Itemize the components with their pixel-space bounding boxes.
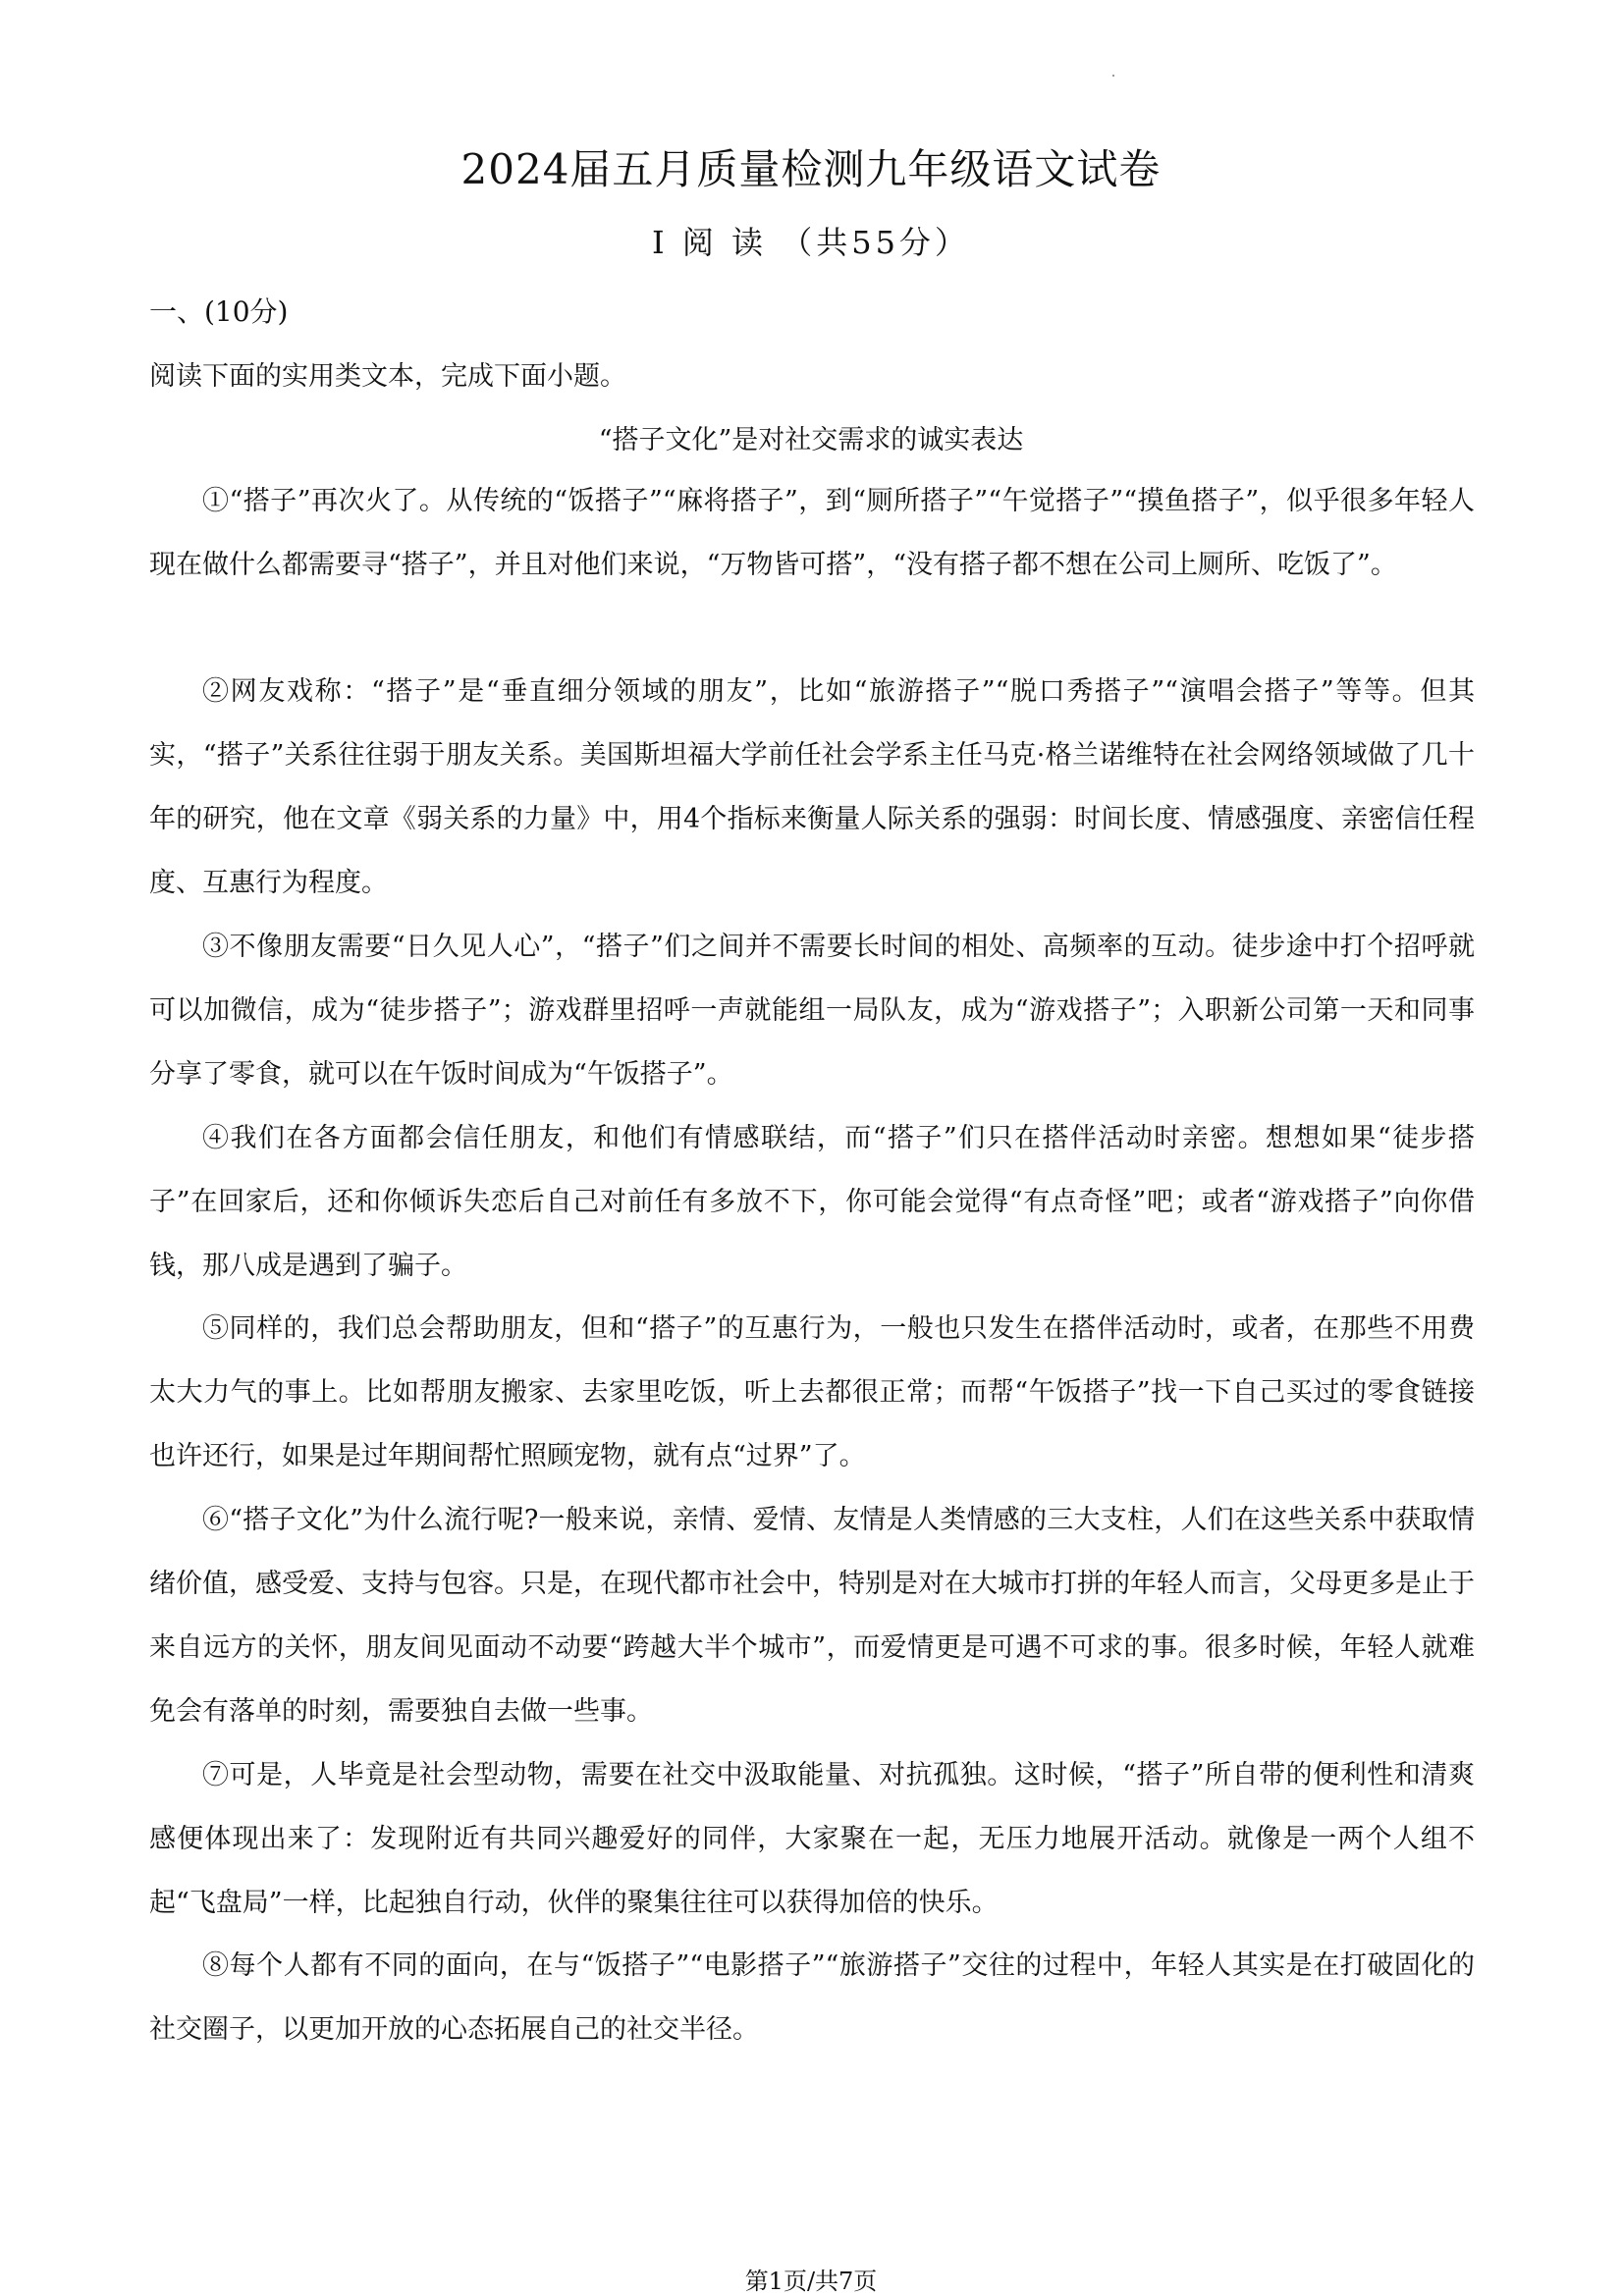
article-paragraph-2: ②网友戏称：“搭子”是“垂直细分领域的朋友”，比如“旅游搭子”“脱口秀搭子”“演唱会搭子”等等。但其实，“搭子”关系往往弱于朋友关系。美国斯坦福大学前任社会学系主任马克·格兰诺维特在社会网络领域做了几十年的研究，他在文章《弱关系的力量》中，用4个指标来衡量人际关系的强弱：时间长度、情感强度、亲密信任程度、互惠行为程度。 [149, 676, 1475, 898]
article-paragraph-4: ④我们在各方面都会信任朋友，和他们有情感联结，而“搭子”们只在搭伴活动时亲密。想想如果“徒步搭子”在回家后，还和你倾诉失恋后自己对前任有多放不下，你可能会觉得“有点奇怪”吧；或者“游戏搭子”向你借钱，那八成是遇到了骗子。 [149, 1123, 1475, 1281]
article-title: “搭子文化”是对社交需求的诚实表达 [598, 425, 1024, 455]
article-paragraph-3: ③不像朋友需要“日久见人心”，“搭子”们之间并不需要长时间的相处、高频率的互动。徒步途中打个招呼就可以加微信，成为“徒步搭子”；游戏群里招呼一声就能组一局队友，成为“游戏搭子”；入职新公司第一天和同事分享了零食，就可以在午饭时间成为“午饭搭子”。 [149, 932, 1475, 1090]
article-paragraph-8: ⑧每个人都有不同的面向，在与“饭搭子”“电影搭子”“旅游搭子”交往的过程中，年轻人其实是在打破固化的社交圈子，以更加开放的心态拓展自己的社交半径。 [149, 1950, 1475, 2045]
exam-title: 2024届五月质量检测九年级语文试卷 [460, 145, 1162, 193]
page-indicator: 第1页/共7页 [744, 2268, 878, 2295]
article-paragraph-5: ⑤同样的，我们总会帮助朋友，但和“搭子”的互惠行为，一般也只发生在搭伴活动时，或者，在那些不用费太大力气的事上。比如帮朋友搬家、去家里吃饭，听上去都很正常；而帮“午饭搭子”找一下自己买过的零食链接也许还行，如果是过年期间帮忙照顾宠物，就有点“过界”了。 [149, 1313, 1475, 1471]
reading-instruction: 阅读下面的实用类文本，完成下面小题。 [149, 361, 626, 392]
scan-dot-mark [1112, 75, 1114, 77]
article-paragraph-6: ⑥“搭子文化”为什么流行呢?一般来说，亲情、爱情、友情是人类情感的三大支柱，人们在这些关系中获取情绪价值，感受爱、支持与包容。只是，在现代都市社会中，特别是对在大城市打拼的年轻人而言，父母更多是止于来自远方的关怀，朋友间见面动不动要“跨越大半个城市”，而爱情更是可遇不可求的事。很多时候，年轻人就难免会有落单的时刻，需要独自去做一些事。 [149, 1505, 1475, 1727]
section-title: Ⅰ 阅 读 （共55分） [652, 224, 970, 261]
article-paragraph-1: ①“搭子”再次火了。从传统的“饭搭子”“麻将搭子”，到“厕所搭子”“午觉搭子”“摸鱼搭子”，似乎很多年轻人现在做什么都需要寻“搭子”，并且对他们来说，“万物皆可搭”，“没有搭子都不想在公司上厕所、吃饭了”。 [149, 486, 1475, 580]
article-paragraph-7: ⑦可是，人毕竟是社会型动物，需要在社交中汲取能量、对抗孤独。这时候，“搭子”所自带的便利性和清爽感便体现出来了：发现附近有共同兴趣爱好的同伴，大家聚在一起，无压力地展开活动。就像是一两个人组不起“飞盘局”一样，比起独自行动，伙伴的聚集往往可以获得加倍的快乐。 [149, 1760, 1475, 1918]
part-one-label: 一、(10分) [149, 295, 289, 328]
